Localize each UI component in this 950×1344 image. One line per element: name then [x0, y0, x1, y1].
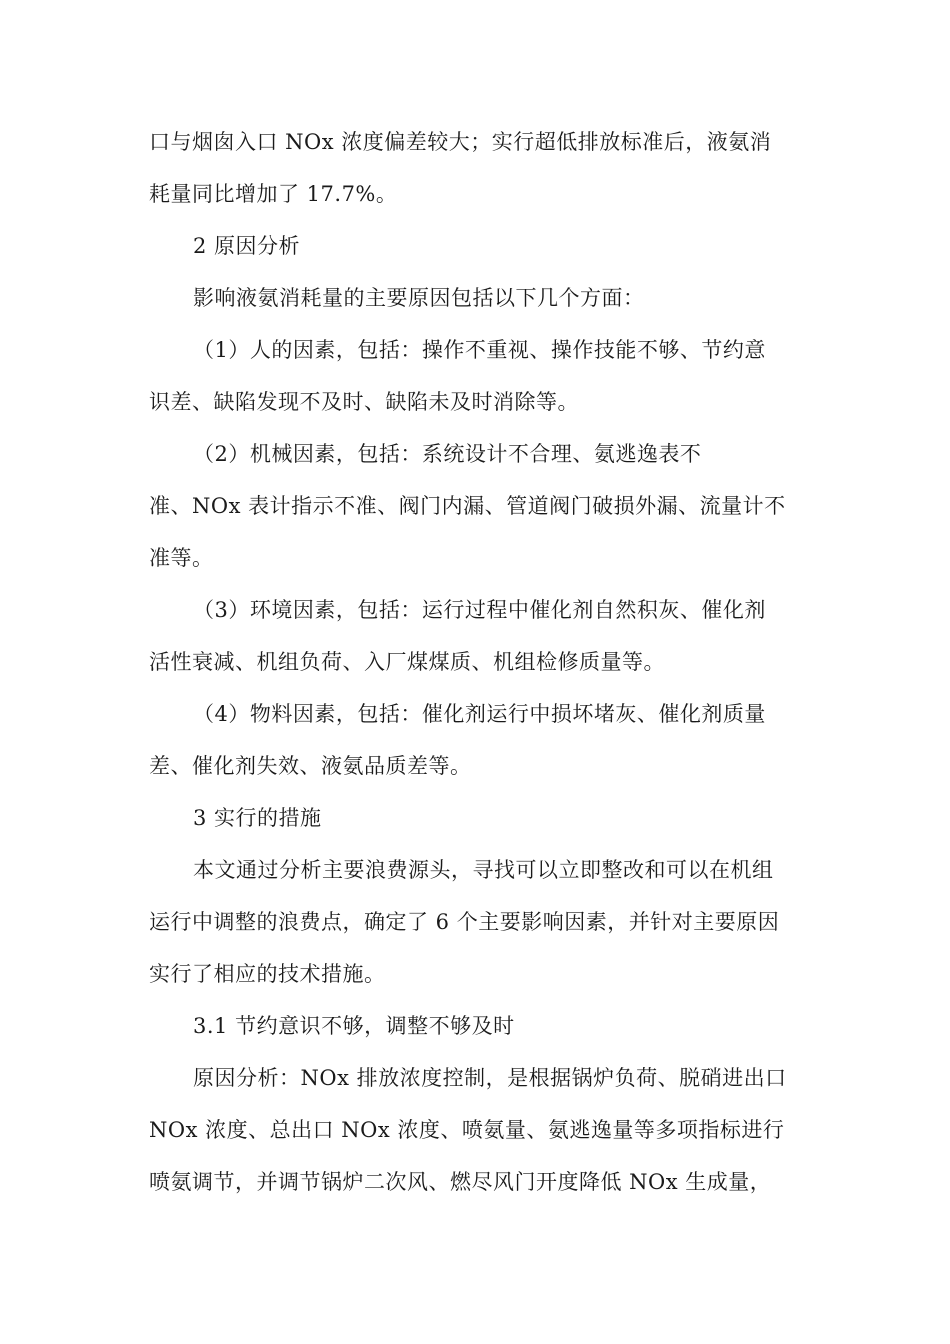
- text-line: 影响液氨消耗量的主要原因包括以下几个方面：: [193, 286, 645, 310]
- document-body: [149, 116, 809, 1208]
- text-line: 本文通过分析主要浪费源头，寻找可以立即整改和可以在机组: [193, 858, 774, 882]
- text-line: 口与烟囱入口 NOx 浓度偏差较大；实行超低排放标准后，液氨消: [149, 130, 772, 154]
- paragraph-main-causes-intro: [149, 272, 809, 324]
- text-line: （4）物料因素，包括：催化剂运行中损坏堵灰、催化剂质量: [193, 702, 766, 726]
- paragraph-cause-analysis-nox: [149, 1052, 809, 1208]
- text-line: 活性衰减、机组负荷、入厂煤煤质、机组检修质量等。: [149, 650, 665, 674]
- text-line: 准等。: [149, 546, 214, 570]
- text-line: （3）环境因素，包括：运行过程中催化剂自然积灰、催化剂: [193, 598, 766, 622]
- paragraph-measures-intro: [149, 844, 809, 1000]
- text-line: 原因分析：NOx 排放浓度控制，是根据锅炉负荷、脱硝进出口: [193, 1066, 787, 1090]
- text-line: 喷氨调节，并调节锅炉二次风、燃尽风门开度降低 NOx 生成量，: [149, 1170, 772, 1194]
- heading-text: 2 原因分析: [193, 234, 301, 258]
- paragraph-human-factors: [149, 324, 809, 428]
- heading-cause-analysis: [149, 220, 809, 272]
- text-line: （1）人的因素，包括：操作不重视、操作技能不够、节约意: [193, 338, 766, 362]
- heading-text: 3 实行的措施: [193, 806, 322, 830]
- text-line: 识差、缺陷发现不及时、缺陷未及时消除等。: [149, 390, 579, 414]
- paragraph-material-factors: [149, 688, 809, 792]
- heading-saving-awareness: [149, 1000, 809, 1052]
- paragraph-environmental-factors: [149, 584, 809, 688]
- heading-text: 3.1 节约意识不够，调整不够及时: [193, 1014, 515, 1038]
- paragraph-mechanical-factors: [149, 428, 809, 584]
- text-line: 实行了相应的技术措施。: [149, 962, 386, 986]
- text-line: 差、催化剂失效、液氨品质差等。: [149, 754, 472, 778]
- heading-measures: [149, 792, 809, 844]
- text-line: （2）机械因素，包括：系统设计不合理、氨逃逸表不: [193, 442, 702, 466]
- text-line: 耗量同比增加了 17.7%。: [149, 182, 398, 206]
- paragraph-nox-deviation: [149, 116, 809, 220]
- text-line: 运行中调整的浪费点，确定了 6 个主要影响因素，并针对主要原因: [149, 910, 780, 934]
- text-line: NOx 浓度、总出口 NOx 浓度、喷氨量、氨逃逸量等多项指标进行: [149, 1118, 785, 1142]
- text-line: 准、NOx 表计指示不准、阀门内漏、管道阀门破损外漏、流量计不: [149, 494, 786, 518]
